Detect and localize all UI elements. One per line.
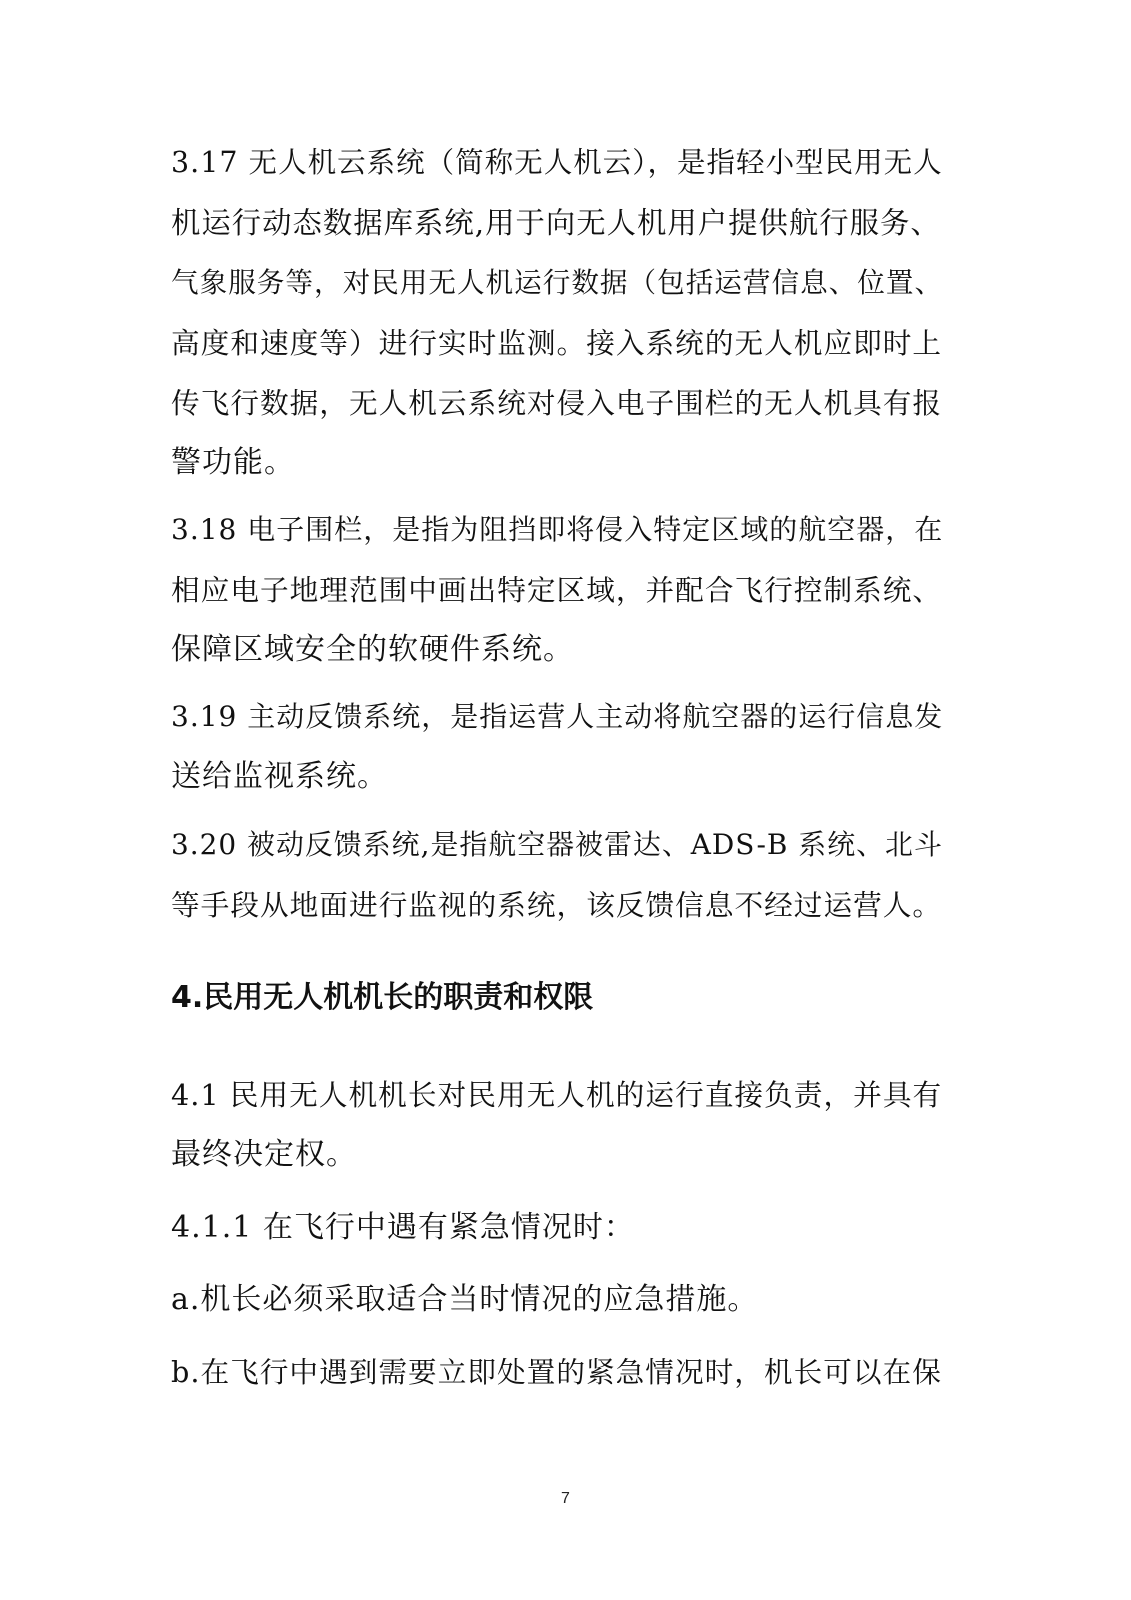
paragraph-3-17-line-2: 机运行动态数据库系统,用于向无人机用户提供航行服务、 [171,206,941,240]
section-heading: 4.民用无人机机长的职责和权限 [171,980,594,1015]
paragraph-3-17-line-3: 气象服务等，对民用无人机运行数据（包括运营信息、位置、 [171,266,944,299]
paragraph-3-19-line-1: 3.19 主动反馈系统，是指运营人主动将航空器的运行信息发 [171,700,944,733]
paragraph-3-17-line-6: 警功能。 [171,445,295,480]
paragraph-3-17-line-4: 高度和速度等）进行实时监测。接入系统的无人机应即时上 [171,326,943,360]
paragraph-3-18-line-1: 3.18 电子围栏，是指为阻挡即将侵入特定区域的航空器，在 [171,513,944,546]
page-number: 7 [561,1490,570,1507]
list-item-b: b.在飞行中遇到需要立即处置的紧急情况时，机长可以在保 [171,1355,942,1389]
paragraph-3-18-line-3: 保障区域安全的软硬件系统。 [171,632,574,667]
paragraph-4-1-line-2: 最终决定权。 [171,1137,357,1172]
paragraph-3-17-line-5: 传飞行数据，无人机云系统对侵入电子围栏的无人机具有报 [171,386,943,420]
paragraph-3-18-line-2: 相应电子地理范围中画出特定区域，并配合飞行控制系统、 [171,573,943,607]
paragraph-4-1-1-line-1: 4.1.1 在飞行中遇有紧急情况时： [171,1210,635,1245]
paragraph-3-17-line-1: 3.17 无人机云系统（简称无人机云），是指轻小型民用无人 [171,146,943,179]
paragraph-4-1-line-1: 4.1 民用无人机机长对民用无人机的运行直接负责，并具有 [171,1078,943,1112]
paragraph-3-19-line-2: 送给监视系统。 [171,759,388,794]
list-item-a: a.机长必须采取适合当时情况的应急措施。 [171,1282,759,1317]
paragraph-3-20-line-2: 等手段从地面进行监视的系统，该反馈信息不经过运营人。 [171,888,943,922]
paragraph-3-20-line-1: 3.20 被动反馈系统,是指航空器被雷达、ADS-B 系统、北斗 [171,828,943,861]
